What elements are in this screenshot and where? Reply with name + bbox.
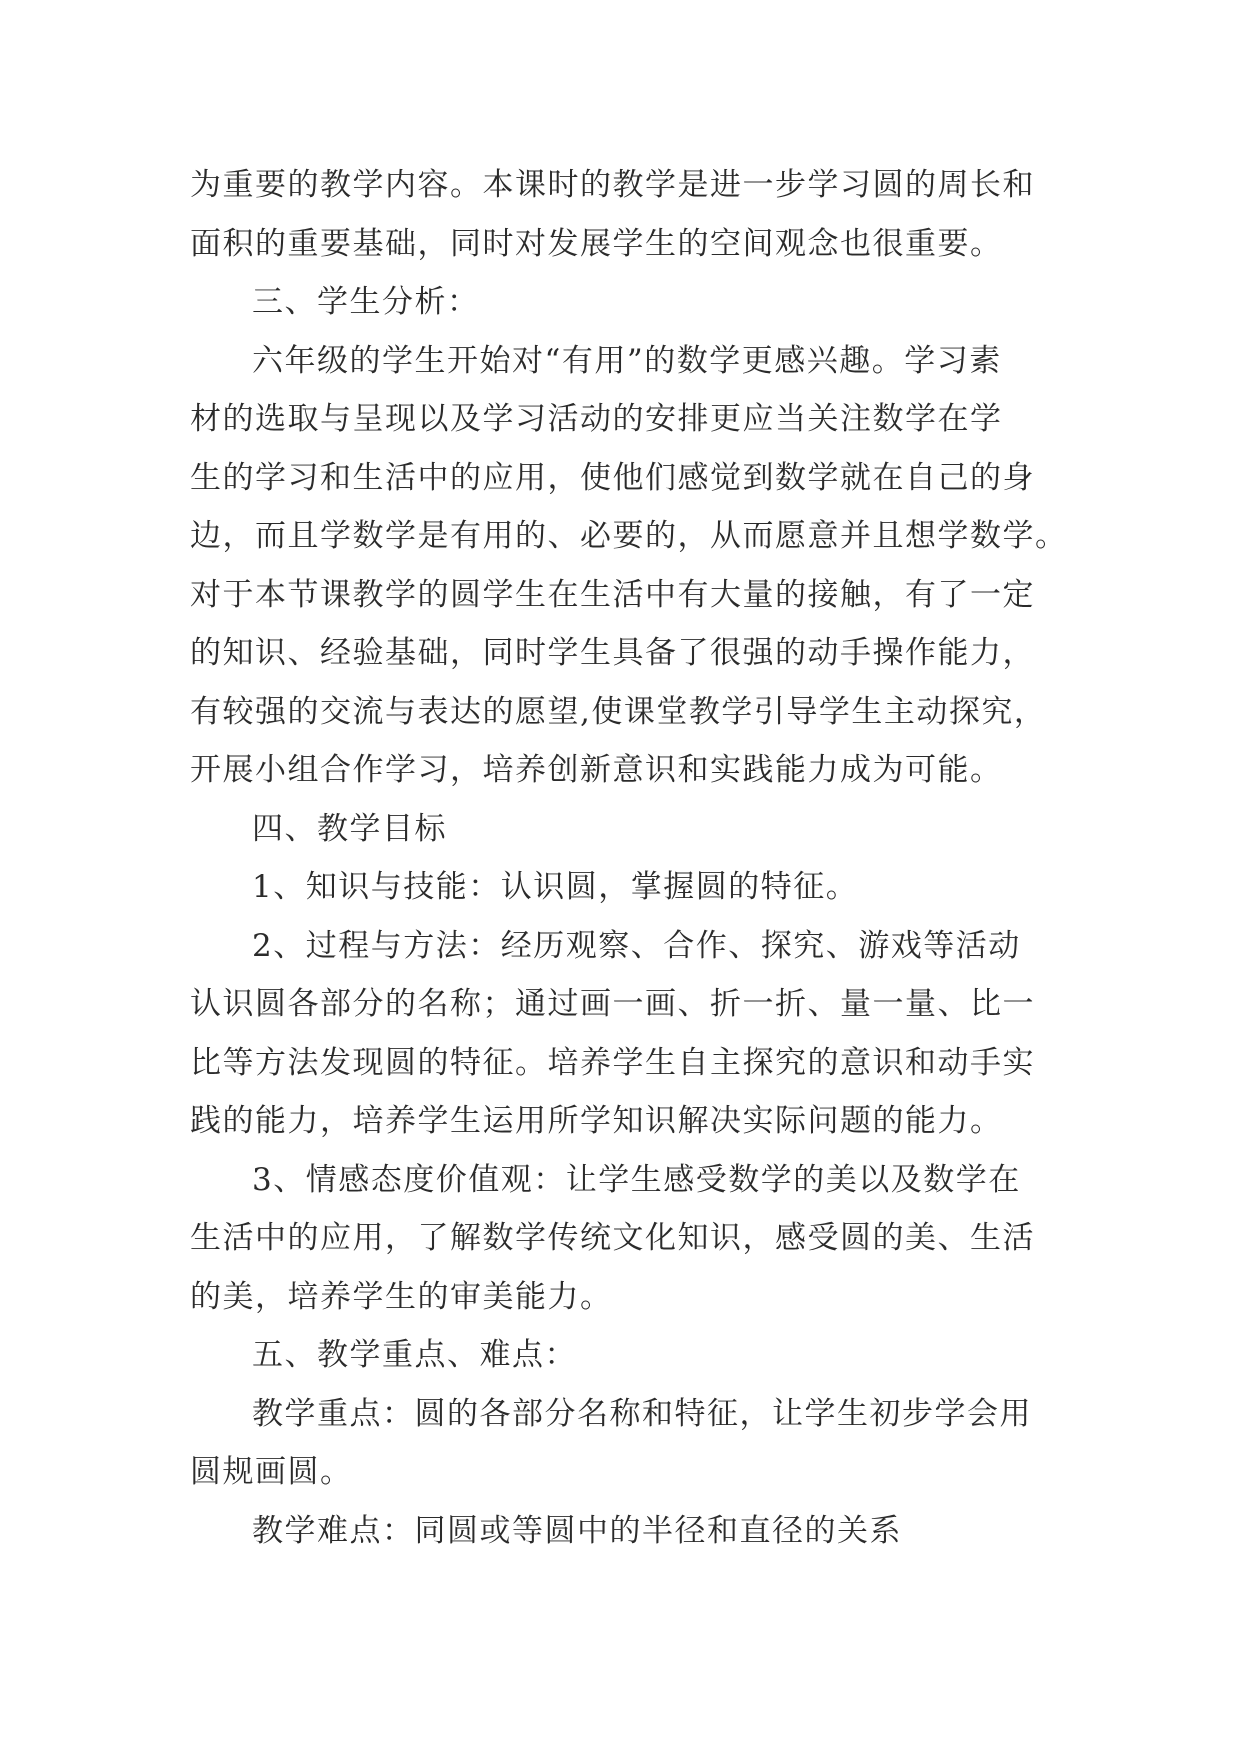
goal-item-process: 2、过程与方法：经历观察、合作、探究、游戏等活动: [252, 927, 1021, 964]
text-line: 材的选取与呈现以及学习活动的安排更应当关注数学在学: [190, 401, 1003, 437]
section-heading-key-points: 五、教学重点、难点：: [252, 1337, 577, 1373]
text-line: 践的能力，培养学生运用所学知识解决实际问题的能力。: [190, 1103, 1003, 1139]
text-line: 生活中的应用，了解数学传统文化知识，感受圆的美、生活: [190, 1220, 1035, 1256]
goal-item-attitude: 3、情感态度价值观：让学生感受数学的美以及数学在: [252, 1161, 1021, 1198]
text-line: 对于本节课教学的圆学生在生活中有大量的接触，有了一定: [190, 576, 1035, 613]
text-line: 认识圆各部分的名称；通过画一画、折一折、量一量、比一: [190, 986, 1035, 1022]
text-line: 边，而且学数学是有用的、必要的，从而愿意并且想学数学。: [190, 518, 1068, 554]
goal-item-knowledge: 1、知识与技能：认识圆，掌握圆的特征。: [252, 869, 859, 905]
text-line: 六年级的学生开始对“有用”的数学更感兴趣。学习素: [252, 342, 1002, 379]
text-line: 面积的重要基础，同时对发展学生的空间观念也很重要。: [190, 225, 1003, 262]
text-line: 为重要的教学内容。本课时的教学是进一步学习圆的周长和: [190, 167, 1035, 203]
key-point-item: 教学重点：圆的各部分名称和特征，让学生初步学会用: [252, 1395, 1032, 1432]
text-line: 开展小组合作学习，培养创新意识和实践能力成为可能。: [190, 752, 1003, 788]
text-line: 的美，培养学生的审美能力。: [190, 1278, 613, 1315]
text-line: 圆规画圆。: [190, 1454, 353, 1490]
document-body: [190, 156, 1090, 1560]
difficulty-item: 教学难点：同圆或等圆中的半径和直径的关系: [252, 1512, 902, 1549]
text-line: 有较强的交流与表达的愿望,使课堂教学引导学生主动探究，: [190, 693, 1047, 730]
text-line: 的知识、经验基础，同时学生具备了很强的动手操作能力，: [190, 635, 1035, 671]
text-line: 生的学习和生活中的应用，使他们感觉到数学就在自己的身: [190, 459, 1035, 496]
section-heading-teaching-goals: 四、教学目标: [252, 810, 447, 847]
section-heading-student-analysis: 三、学生分析：: [252, 284, 480, 320]
text-line: 比等方法发现圆的特征。培养学生自主探究的意识和动手实: [190, 1044, 1035, 1081]
